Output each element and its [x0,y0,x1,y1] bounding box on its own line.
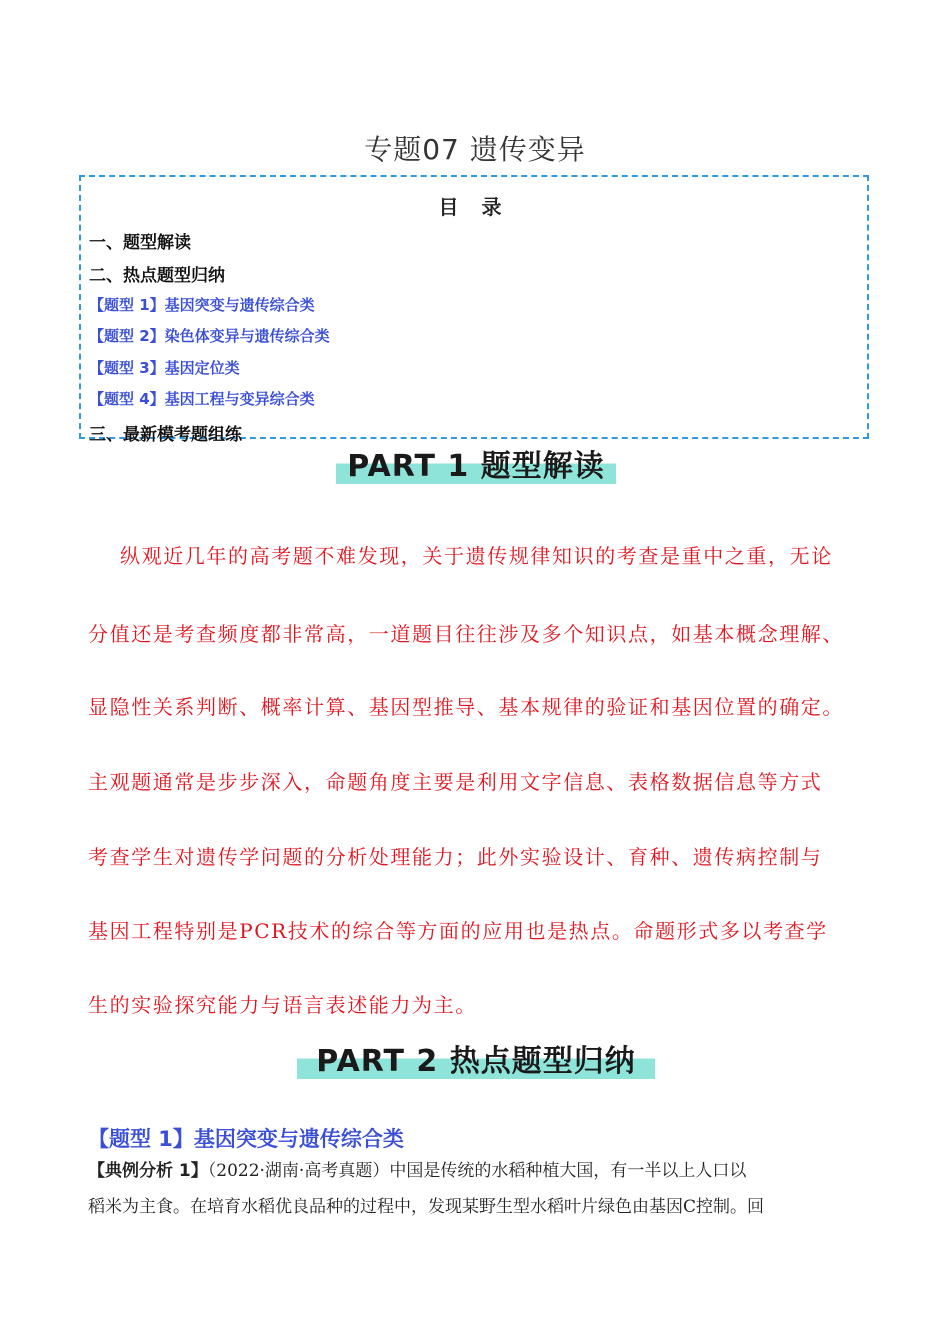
intro-line-2: 分值还是考查频度都非常高，一道题目往往涉及多个知识点，如基本概念理解、 [88,622,844,646]
intro-line-1: 纵观近几年的高考题不难发现，关于遗传规律知识的考查是重中之重，无论 [120,544,833,568]
toc-item-section-1[interactable]: 一、题型解读 [89,233,191,253]
table-of-contents [79,175,869,445]
example-text-1: （2022·湖南·高考真题）中国是传统的水稻种植大国，有一半以上人口以 [207,1161,747,1181]
toc-heading: 目 录 [438,195,510,219]
intro-line-5: 考查学生对遗传学问题的分析处理能力；此外实验设计、育种、遗传病控制与 [88,845,823,869]
toc-item-topic-4[interactable]: 【题型 4】基因工程与变异综合类 [89,390,315,408]
toc-item-topic-1[interactable]: 【题型 1】基因突变与遗传综合类 [89,296,315,314]
intro-line-3: 显隐性关系判断、概率计算、基因型推导、基本规律的验证和基因位置的确定。 [88,695,844,719]
document-title: 专题07 遗传变异 [364,133,586,166]
part2-banner: PART 2 热点题型归纳 [297,1045,655,1079]
example-line-1 [88,1156,746,1181]
toc-item-section-3[interactable]: 三、最新模考题组练 [89,425,242,445]
part1-banner: PART 1 题型解读 [336,450,616,484]
intro-line-4: 主观题通常是步步深入，命题角度主要是利用文字信息、表格数据信息等方式 [88,770,823,794]
example-label: 【典例分析 1】 [88,1161,208,1181]
toc-item-section-2[interactable]: 二、热点题型归纳 [89,266,225,286]
toc-item-topic-3[interactable]: 【题型 3】基因定位类 [89,359,240,377]
intro-line-7: 生的实验探究能力与语言表述能力为主。 [88,993,477,1017]
example-line-2: 稻米为主食。在培育水稻优良品种的过程中，发现某野生型水稻叶片绿色由基因C控制。回 [88,1197,765,1217]
toc-item-topic-2[interactable]: 【题型 2】染色体变异与遗传综合类 [89,327,330,345]
topic-1-heading: 【题型 1】基因突变与遗传综合类 [88,1127,404,1151]
intro-line-6: 基因工程特别是PCR技术的综合等方面的应用也是热点。命题形式多以考查学 [88,919,828,943]
